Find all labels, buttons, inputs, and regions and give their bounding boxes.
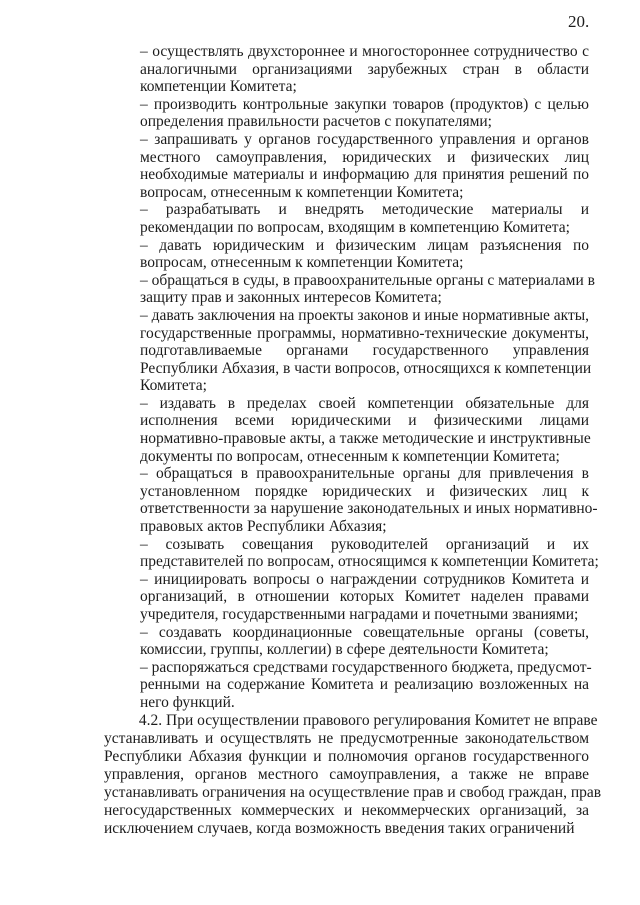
page-number: 20. (568, 12, 590, 31)
text-line: исключением случаев, когда возможность введения таких ограничений (104, 820, 575, 837)
text-line: установленном порядке юридических и физических лиц к (140, 482, 589, 500)
text-line: учредителя, государственными наградами и почетными званиями; (140, 606, 579, 623)
text-line: документы по вопросам, отнесенным к компетенции Комитета; (140, 447, 560, 465)
text-line: – разрабатывать и внедрять методические материалы и (140, 201, 589, 219)
text-line: ответственности за нарушение законодательных и иных нормативно- (140, 500, 598, 518)
text-line: него функций. (140, 693, 235, 711)
text-line: рекомендации по вопросам, входящим в компетенцию Комитета; (140, 218, 570, 236)
text-line: – обращаться в суды, в правоохранительные органы с материалами в (140, 271, 595, 289)
text-line: исполнения всеми юридическими и физическими лицами (140, 412, 589, 430)
text-line: ренными на содержание Комитета и реализацию возложенных на (140, 676, 589, 694)
text-line: организаций, в отношении которых Комитет наделен правами (140, 588, 589, 606)
text-line: – обращаться в правоохранительные органы для привлечения в (140, 465, 589, 483)
text-line: – распоряжаться средствами государственного бюджета, предусмот- (140, 658, 592, 676)
text-line: – издавать в пределах своей компетенции обязательные для (140, 394, 589, 412)
text-line: – производить контрольные закупки товаров (продуктов) с целью (140, 95, 589, 113)
text-line: вопросам, отнесенным к компетенции Комитета; (140, 254, 464, 272)
text-line: – создавать координационные совещательные органы (советы, (140, 623, 589, 641)
text-line: определения правильности расчетов с покупателями; (140, 113, 492, 131)
text-line: устанавливать и осуществлять не предусмотренные законодательством (104, 730, 589, 747)
text-line: – запрашивать у органов государственного управления и органов (140, 130, 589, 148)
text-line: необходимые материалы и информацию для принятия решений по (140, 166, 589, 184)
text-line: управления, органов местного самоуправления, а также не вправе (104, 766, 589, 783)
text-line: аналогичными организациями зарубежных стран в области (140, 60, 589, 78)
text-line: правовых актов Республики Абхазия; (140, 518, 387, 536)
text-line: подготавливаемые органами государственного управления (140, 342, 589, 360)
text-line: Республики Абхазия функции и полномочия органов государственного (104, 748, 589, 765)
text-line: – инициировать вопросы о награждении сотрудников Комитета и (140, 570, 589, 588)
text-line: комиссии, группы, коллегии) в сфере деятельности Комитета; (140, 641, 549, 659)
text-line: компетенции Комитета; (140, 78, 297, 96)
text-line: местного самоуправления, юридических и физических лиц (140, 148, 589, 166)
text-line: вопросам, отнесенным к компетенции Комитета; (140, 183, 464, 201)
paragraph-4-2 (104, 712, 602, 838)
text-line: – осуществлять двухстороннее и многостороннее сотрудничество с (140, 43, 589, 60)
text-line: представителей по вопросам, относящимся к компетенции Комитета; (140, 553, 599, 571)
text-line: – созывать совещания руководителей организаций и их (140, 535, 589, 553)
text-line: – давать заключения на проекты законов и иные нормативные акты, (140, 306, 590, 324)
text-line: государственные программы, нормативно-технические документы, (140, 324, 589, 342)
text-line: 4.2. При осуществлении правового регулирования Комитет не вправе (104, 712, 598, 729)
text-line: Республики Абхазия, в части вопросов, относящихся к компетенции (140, 359, 592, 377)
text-line: устанавливать ограничения на осуществление прав и свобод граждан, прав (104, 784, 602, 801)
text-line: Комитета; (140, 377, 207, 395)
text-line: защиту прав и законных интересов Комитета; (140, 289, 442, 307)
text-line: – давать юридическим и физическим лицам разъяснения по (140, 236, 589, 254)
text-line: негосударственных коммерческих и некоммерческих организаций, за (104, 802, 589, 819)
text-line: нормативно-правовые акты, а также методические и инструктивные (140, 430, 591, 448)
powers-list (140, 43, 599, 712)
